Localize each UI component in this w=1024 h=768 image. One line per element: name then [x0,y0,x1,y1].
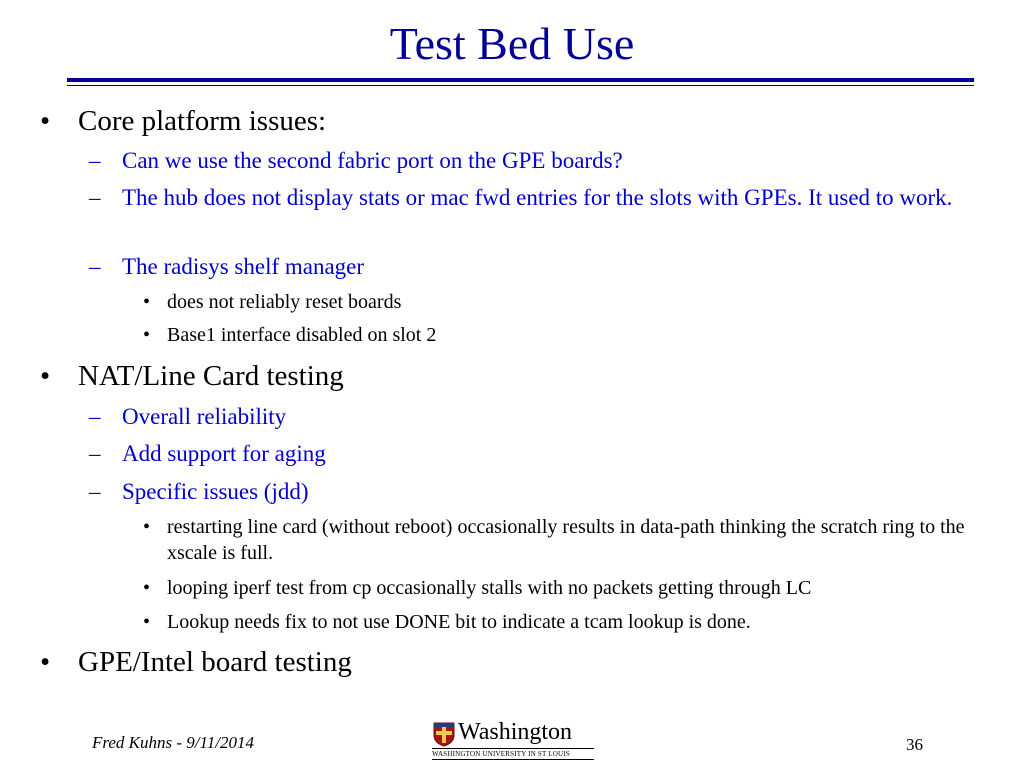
bullet-marker: • [143,324,151,346]
dash-marker: – [89,404,101,429]
bullet-marker: • [143,291,151,313]
dash-marker: – [89,441,101,466]
dash-marker: – [89,479,101,504]
bullet-nat-line-card-text: NAT/Line Card testing [78,360,344,392]
sub-bullet-specific-issues-text: Specific issues (jdd) [122,479,309,504]
sub-sub-bullet-base1-text: Base1 interface disabled on slot 2 [167,324,437,346]
logo-rule-bottom [432,759,594,760]
dash-marker: – [89,254,101,279]
bullet-marker: • [40,105,51,137]
bullet-marker: • [40,360,51,392]
title-underline-thin [67,85,974,86]
sub-sub-bullet-lookup-text: Lookup needs fix to not use DONE bit to indicate a tcam lookup is done. [167,611,751,633]
footer-author-date: Fred Kuhns - 9/11/2014 [92,733,254,752]
logo-rule-top [432,748,594,749]
bullet-marker: • [143,516,151,538]
dash-marker: – [89,185,101,210]
sub-sub-bullet-restart-text: restarting line card (without reboot) occasionally results in data-path thinking the scratch ring to the xscale is full. [167,516,965,564]
slide-title: Test Bed Use [389,18,635,69]
sub-bullet-fabric-text: Can we use the second fabric port on the GPE boards? [122,148,623,173]
bullet-marker: • [40,646,51,678]
sub-bullet-reliability-text: Overall reliability [122,404,287,429]
bullet-core-platform-text: Core platform issues: [78,105,327,137]
sub-bullet-hub-text: The hub does not display stats or mac fwd entries for the slots with GPEs. It used to work. [122,185,953,210]
university-logo [430,719,595,762]
page-number: 36 [906,735,923,754]
dash-marker: – [89,148,101,173]
bullet-marker: • [143,611,151,633]
sub-sub-bullet-reset-text: does not reliably reset boards [167,291,402,313]
sub-bullet-aging-text: Add support for aging [122,441,326,466]
title-underline-thick [67,78,974,82]
shield-icon [433,722,455,747]
logo-subtitle: WASHINGTON UNIVERSITY IN ST LOUIS [432,750,570,758]
sub-sub-bullet-iperf-text: looping iperf test from cp occasionally stalls with no packets getting through LC [167,577,812,599]
sub-bullet-shelf-manager-text: The radisys shelf manager [122,254,365,279]
bullet-gpe-intel-text: GPE/Intel board testing [78,646,352,678]
logo-wordmark: Washington [458,719,573,745]
bullet-marker: • [143,577,151,599]
